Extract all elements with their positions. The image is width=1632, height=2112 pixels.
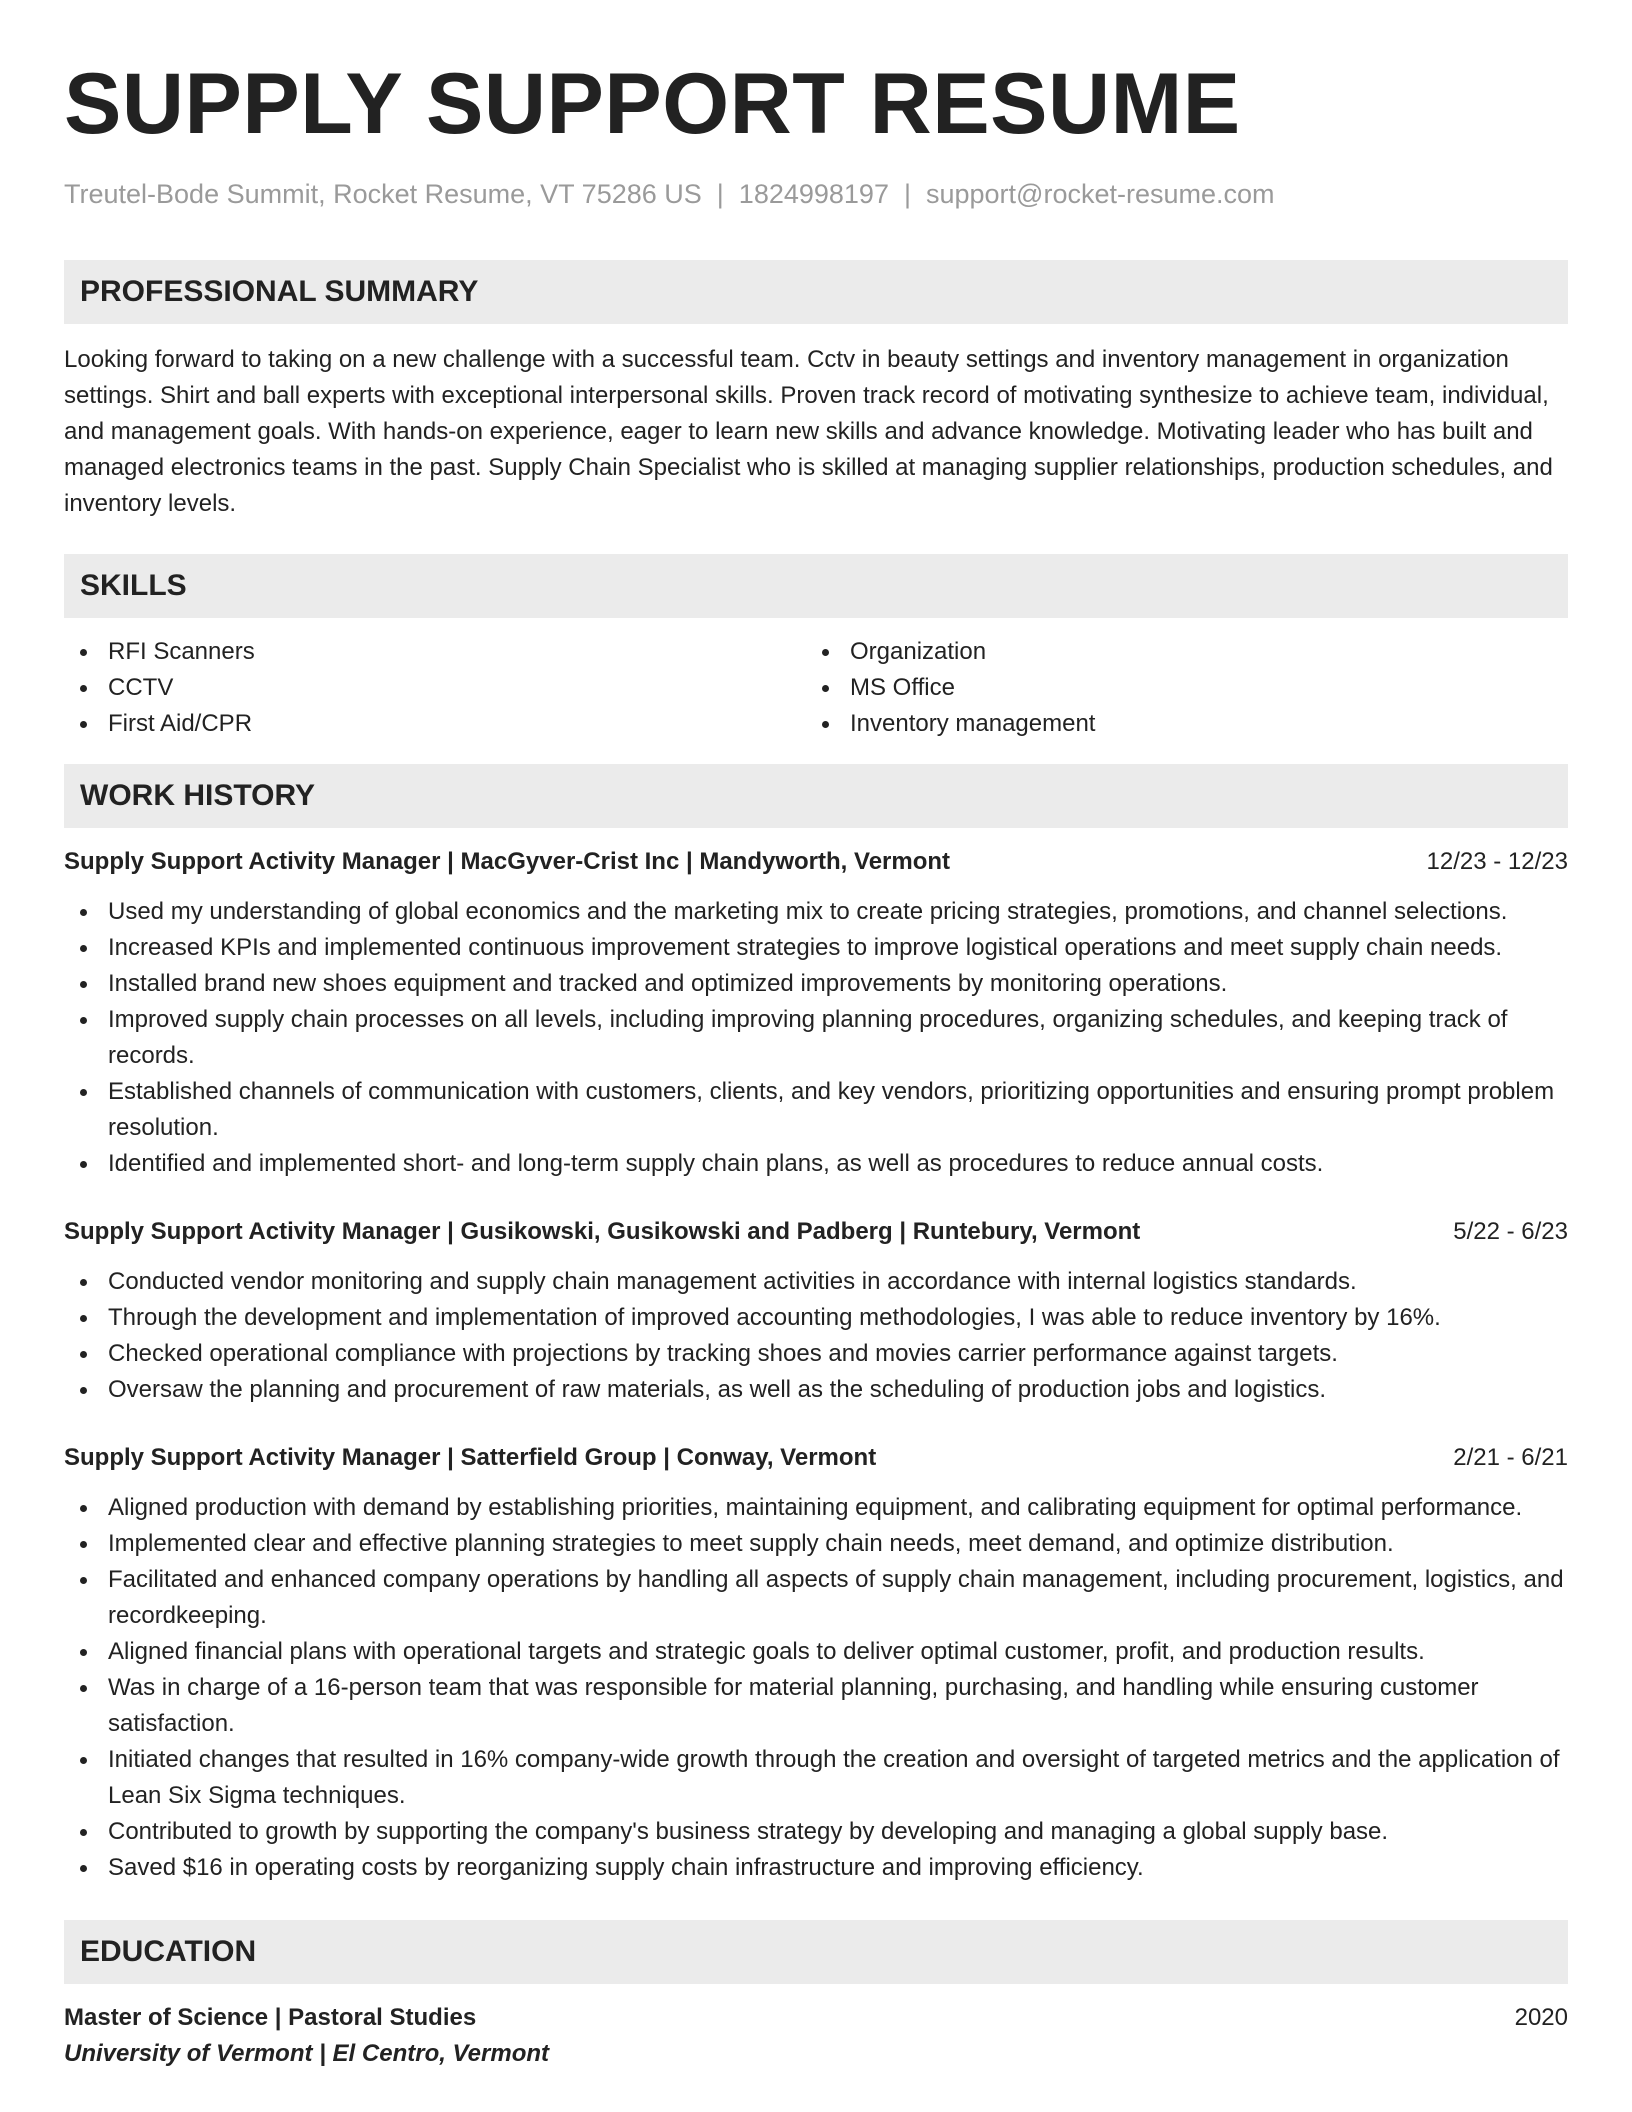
- job-bullet: Improved supply chain processes on all levels, including improving planning procedures, organizing schedules, and keeping track of records.: [64, 1002, 1568, 1074]
- job-bullet: Was in charge of a 16-person team that was responsible for material planning, purchasing, and handling while ensuring customer satisfaction.: [64, 1670, 1568, 1742]
- job-dates: 12/23 - 12/23: [1426, 848, 1568, 875]
- job-bullet: Aligned financial plans with operational targets and strategic goals to deliver optimal customer, profit, and production results.: [64, 1634, 1568, 1670]
- job-header: [64, 844, 1568, 880]
- resume-title: SUPPLY SUPPORT RESUME: [64, 56, 1241, 152]
- skill-item: First Aid/CPR: [64, 706, 806, 742]
- job-bullet: Installed brand new shoes equipment and tracked and optimized improvements by monitoring operations.: [64, 966, 1568, 1002]
- job-entry: [64, 1440, 1568, 1886]
- contact-line: [64, 178, 1568, 210]
- job-bullet: Established channels of communication with customers, clients, and key vendors, prioritizing opportunities and ensuring prompt problem resolution.: [64, 1074, 1568, 1146]
- job-bullets: [64, 1490, 1568, 1886]
- job-bullet: Checked operational compliance with projections by tracking shoes and movies carrier performance against targets.: [64, 1336, 1568, 1372]
- job-title: Supply Support Activity Manager | Satterfield Group | Conway, Vermont: [64, 1444, 877, 1471]
- education-year: 2020: [1514, 2004, 1568, 2031]
- job-bullet: Saved $16 in operating costs by reorganizing supply chain infrastructure and improving efficiency.: [64, 1850, 1568, 1886]
- summary-text: Looking forward to taking on a new challenge with a successful team. Cctv in beauty settings and inventory management in organization settings. Shirt and ball experts with exceptional interpersonal skills. Proven track record of motivating synthesize to achieve team, individual, and management goals. With hands-on experience, eager to learn new skills and advance knowledge. Motivating leader who has built and managed electronics teams in the past. Supply Chain Specialist who is skilled at managing supplier relationships, production schedules, and inventory levels.: [64, 346, 1553, 517]
- job-entry: [64, 1214, 1568, 1408]
- job-bullet: Facilitated and enhanced company operations by handling all aspects of supply chain management, including procurement, logistics, and recordkeeping.: [64, 1562, 1568, 1634]
- skill-item: Organization: [806, 634, 1548, 670]
- education-header: [64, 2000, 1568, 2036]
- job-title: Supply Support Activity Manager | MacGyver-Crist Inc | Mandyworth, Vermont: [64, 848, 951, 875]
- job-bullet: Contributed to growth by supporting the company's business strategy by developing and managing a global supply base.: [64, 1814, 1568, 1850]
- job-entry: [64, 844, 1568, 1182]
- job-bullet: Conducted vendor monitoring and supply chain management activities in accordance with internal logistics standards.: [64, 1264, 1568, 1300]
- job-bullet: Aligned production with demand by establishing priorities, maintaining equipment, and calibrating equipment for optimal performance.: [64, 1490, 1568, 1526]
- section-heading-summary: PROFESSIONAL SUMMARY: [64, 260, 1568, 324]
- education-degree: Master of Science | Pastoral Studies: [64, 2004, 477, 2031]
- section-heading-education: EDUCATION: [64, 1920, 1568, 1984]
- contact-phone: 1824998197: [738, 179, 889, 209]
- job-bullet: Initiated changes that resulted in 16% company-wide growth through the creation and oversight of targeted metrics and the application of Lean Six Sigma techniques.: [64, 1742, 1568, 1814]
- job-bullet: Identified and implemented short- and long-term supply chain plans, as well as procedures to reduce annual costs.: [64, 1146, 1568, 1182]
- education-entry: [64, 2000, 1568, 2072]
- skill-item: RFI Scanners: [64, 634, 806, 670]
- job-bullet: Increased KPIs and implemented continuous improvement strategies to improve logistical operations and meet supply chain needs.: [64, 930, 1568, 966]
- job-bullets: [64, 1264, 1568, 1408]
- section-heading-skills: SKILLS: [64, 554, 1568, 618]
- skill-item: CCTV: [64, 670, 806, 706]
- job-bullet: Oversaw the planning and procurement of raw materials, as well as the scheduling of production jobs and logistics.: [64, 1372, 1568, 1408]
- contact-separator: |: [716, 179, 724, 209]
- job-header: [64, 1214, 1568, 1250]
- job-bullet: Implemented clear and effective planning strategies to meet supply chain needs, meet demand, and optimize distribution.: [64, 1526, 1568, 1562]
- skills-list: [64, 634, 1568, 742]
- contact-separator: |: [903, 179, 911, 209]
- contact-address: Treutel-Bode Summit, Rocket Resume, VT 75286 US: [64, 179, 702, 209]
- job-bullet: Used my understanding of global economics and the marketing mix to create pricing strategies, promotions, and channel selections.: [64, 894, 1568, 930]
- job-title: Supply Support Activity Manager | Gusikowski, Gusikowski and Padberg | Runtebury, Vermont: [64, 1218, 1141, 1245]
- skills-column-left: [64, 634, 806, 742]
- skill-item: Inventory management: [806, 706, 1548, 742]
- job-dates: 5/22 - 6/23: [1453, 1218, 1568, 1245]
- section-heading-work-history: WORK HISTORY: [64, 764, 1568, 828]
- job-header: [64, 1440, 1568, 1476]
- skill-item: MS Office: [806, 670, 1548, 706]
- education-school: University of Vermont | El Centro, Vermont: [64, 2040, 550, 2067]
- job-bullet: Through the development and implementation of improved accounting methodologies, I was able to reduce inventory by 16%.: [64, 1300, 1568, 1336]
- contact-email: support@rocket-resume.com: [925, 179, 1275, 209]
- job-dates: 2/21 - 6/21: [1453, 1444, 1568, 1471]
- job-bullets: [64, 894, 1568, 1182]
- skills-column-right: [806, 634, 1548, 742]
